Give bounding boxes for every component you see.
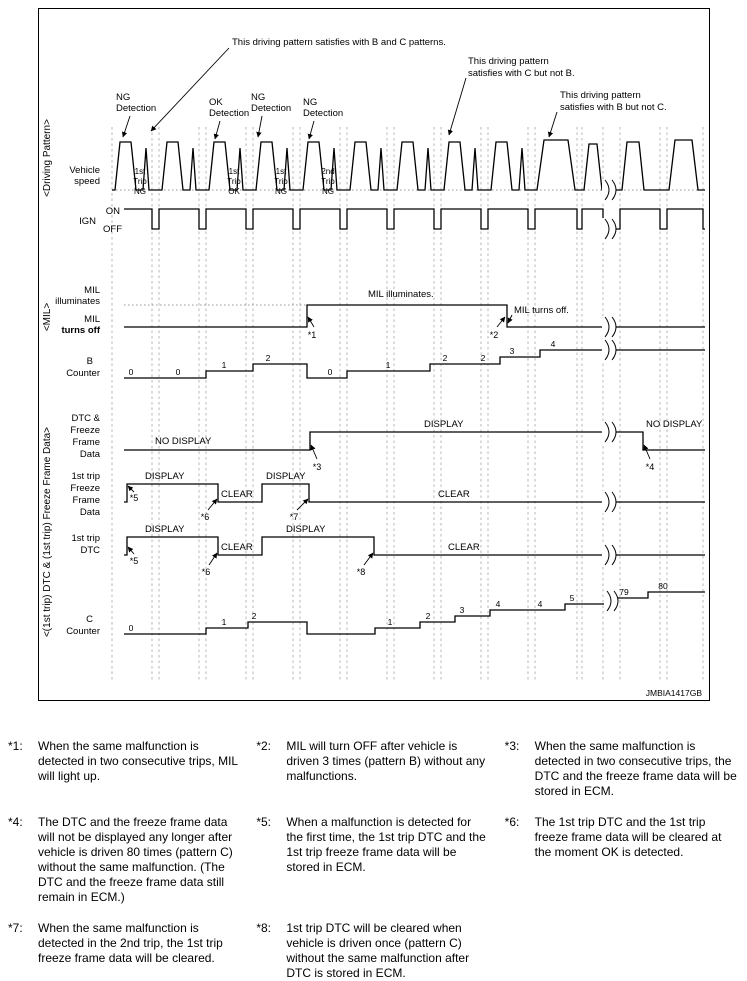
trip-dtc-clear-1: CLEAR xyxy=(221,542,253,553)
footnote-2 xyxy=(256,739,490,799)
c-counter-value: 1 xyxy=(221,617,227,627)
trip-label: Trip xyxy=(227,177,241,186)
label-dtc-ff: Frame xyxy=(72,437,100,448)
detection-label: NG xyxy=(303,97,318,108)
b-counter-value: 0 xyxy=(175,367,181,377)
footnote-text: When the same malfunction is detected in two consecutive trips, the DTC and the freeze frame data will be stored in ECM. xyxy=(534,739,737,798)
footnote-text: 1st trip DTC will be cleared when vehicle is driven once (pattern C) without the same malfunction after DTC is stored in ECM. xyxy=(286,921,470,980)
axis-driving-pattern: <Driving Pattern> xyxy=(42,119,53,197)
detection-label: Detection xyxy=(303,108,344,119)
trip-label: NG xyxy=(275,187,287,196)
marker-1: *1 xyxy=(307,330,317,340)
footnote-marker: *5: xyxy=(256,815,272,829)
figure-code-watermark: JMBIA1417GB xyxy=(645,688,702,698)
footnote-4 xyxy=(8,815,242,905)
marker-7: *7 xyxy=(289,512,299,522)
trip-label: 1st xyxy=(228,167,240,176)
detection-label: NG xyxy=(116,92,131,103)
label-trip-ff: Frame xyxy=(72,495,100,506)
footnote-marker: *4: xyxy=(8,815,23,829)
trip-label: Trip xyxy=(274,177,288,186)
footnote-text: The 1st trip DTC and the 1st trip freeze frame data will be cleared at the moment OK is detected. xyxy=(534,815,722,859)
break-mark xyxy=(602,179,616,201)
break-mark xyxy=(604,590,618,612)
mil-illuminates-text: MIL illuminates. xyxy=(368,289,434,300)
detection-label: Detection xyxy=(251,103,292,114)
footnote-5 xyxy=(256,815,490,905)
marker-5: *5 xyxy=(129,493,139,503)
callout-c-not-b-line1: This driving pattern xyxy=(468,56,549,67)
b-counter-value: 2 xyxy=(265,353,271,363)
label-trip-dtc: DTC xyxy=(80,545,100,556)
label-b-counter: Counter xyxy=(66,368,100,379)
break-mark xyxy=(602,316,616,338)
trip-ff-display-2: DISPLAY xyxy=(266,471,306,482)
c-counter-value: 79 xyxy=(619,587,629,597)
trip-label: 1st xyxy=(134,167,146,176)
detection-label: OK xyxy=(209,97,223,108)
label-trip-ff: Data xyxy=(79,507,100,518)
b-counter-value: 1 xyxy=(385,360,391,370)
detection-label: Detection xyxy=(116,103,157,114)
footnote-text: When the same malfunction is detected in two consecutive trips, MIL will light up. xyxy=(38,739,238,783)
trip-ff-display-1: DISPLAY xyxy=(145,471,185,482)
marker-2: *2 xyxy=(489,330,499,340)
c-counter-value: 4 xyxy=(537,599,543,609)
axis-dtc-ff: <(1st trip) DTC & (1st trip) Freeze Frame Data> xyxy=(42,426,53,638)
marker-5: *5 xyxy=(129,556,139,566)
label-mil-illuminates: illuminates xyxy=(55,296,100,307)
footnote-7 xyxy=(8,921,242,981)
trip-label: 1st xyxy=(275,167,287,176)
label-mil-turns-off: MIL xyxy=(84,314,100,325)
callout-c-not-b-line2: satisfies with C but not B. xyxy=(468,68,575,79)
footnote-text: When a malfunction is detected for the first time, the 1st trip DTC and the 1st trip freeze frame data will be stored in ECM. xyxy=(286,815,486,874)
c-counter-value: 3 xyxy=(459,605,465,615)
trip-label: NG xyxy=(134,187,146,196)
trip-label: NG xyxy=(322,187,334,196)
callout-b-not-c-line2: satisfies with B but not C. xyxy=(560,102,667,113)
label-dtc-ff: DTC & xyxy=(71,413,100,424)
break-mark xyxy=(602,491,616,513)
dtc-ff-no-display-right: NO DISPLAY xyxy=(646,419,703,430)
trip-label: Trip xyxy=(321,177,335,186)
b-counter-value: 1 xyxy=(221,360,227,370)
footnote-text: The DTC and the freeze frame data will not be displayed any longer after vehicle is driven 80 times (pattern C) without the same malfunction. (The DTC and the freeze frame data still remain in ECM.) xyxy=(38,815,233,904)
footnote-marker: *6: xyxy=(504,815,520,829)
c-counter-value: 2 xyxy=(251,611,257,621)
b-counter-value: 3 xyxy=(509,346,515,356)
label-c-counter: C xyxy=(86,614,93,625)
trip-ff-clear-2: CLEAR xyxy=(438,489,470,500)
b-counter-value: 2 xyxy=(442,353,448,363)
footnote-1 xyxy=(8,739,242,799)
label-ign-on: ON xyxy=(105,206,120,217)
c-counter-value: 80 xyxy=(658,581,668,591)
callout-b-not-c-line1: This driving pattern xyxy=(560,90,641,101)
label-mil-illuminates: MIL xyxy=(84,285,100,296)
dtc-ff-no-display-left: NO DISPLAY xyxy=(155,436,212,447)
label-b-counter: B xyxy=(86,356,93,367)
c-counter-value: 4 xyxy=(495,599,501,609)
label-mil-turns-off: turns off xyxy=(61,325,100,336)
trip-dtc-clear-2: CLEAR xyxy=(448,542,480,553)
dtc-ff-display: DISPLAY xyxy=(424,419,464,430)
c-counter-value: 1 xyxy=(387,617,393,627)
marker-8: *8 xyxy=(356,567,366,577)
break-mark xyxy=(602,339,616,361)
trip-ff-clear-1: CLEAR xyxy=(221,489,253,500)
label-c-counter: Counter xyxy=(66,626,100,637)
detection-label: NG xyxy=(251,92,266,103)
c-counter-value: 0 xyxy=(128,623,134,633)
label-trip-ff: Freeze xyxy=(70,483,100,494)
footnote-marker: *3: xyxy=(504,739,520,753)
break-mark xyxy=(602,218,616,240)
b-counter-value: 4 xyxy=(550,339,556,349)
footnote-text: MIL will turn OFF after vehicle is driven 3 times (pattern B) without any malfunctions. xyxy=(286,739,486,783)
marker-4: *4 xyxy=(645,462,655,472)
break-mark xyxy=(602,421,616,443)
b-counter-value: 0 xyxy=(327,367,333,377)
footnote-marker: *8: xyxy=(256,921,272,935)
mil-turns-off-text: MIL turns off. xyxy=(514,305,569,316)
trip-dtc-display-1: DISPLAY xyxy=(145,524,185,535)
footnote-marker: *2: xyxy=(256,739,272,753)
label-vehicle-speed: Vehicle xyxy=(69,165,100,176)
footnotes xyxy=(0,715,747,981)
trip-label: 2nd xyxy=(321,167,335,176)
label-trip-dtc: 1st trip xyxy=(71,533,100,544)
footnote-3 xyxy=(505,739,739,799)
footnote-text: When the same malfunction is detected in the 2nd trip, the 1st trip freeze frame data will be cleared. xyxy=(38,921,223,965)
c-counter-value: 2 xyxy=(425,611,431,621)
footnote-marker: *1: xyxy=(8,739,23,753)
label-dtc-ff: Data xyxy=(79,449,100,460)
axis-mil: <MIL> xyxy=(42,302,53,332)
trip-label: Trip xyxy=(133,177,147,186)
break-mark xyxy=(602,544,616,566)
marker-6: *6 xyxy=(201,567,211,577)
label-ign-off: OFF xyxy=(103,224,122,235)
footnote-6 xyxy=(505,815,739,905)
c-counter-value: 5 xyxy=(569,593,575,603)
label-dtc-ff: Freeze xyxy=(70,425,100,436)
b-counter-value: 0 xyxy=(128,367,134,377)
detection-label: Detection xyxy=(209,108,250,119)
label-vehicle-speed: speed xyxy=(74,176,100,187)
label-trip-ff: 1st trip xyxy=(71,471,100,482)
trip-label: OK xyxy=(228,187,240,196)
trip-dtc-display-2: DISPLAY xyxy=(286,524,326,535)
footnote-8 xyxy=(256,921,490,981)
label-ign: IGN xyxy=(79,216,96,227)
marker-3: *3 xyxy=(312,462,322,472)
marker-6: *6 xyxy=(200,512,210,522)
footnote-marker: *7: xyxy=(8,921,23,935)
callout-bc-patterns: This driving pattern satisfies with B and C patterns. xyxy=(232,37,446,48)
b-counter-value: 2 xyxy=(480,353,486,363)
